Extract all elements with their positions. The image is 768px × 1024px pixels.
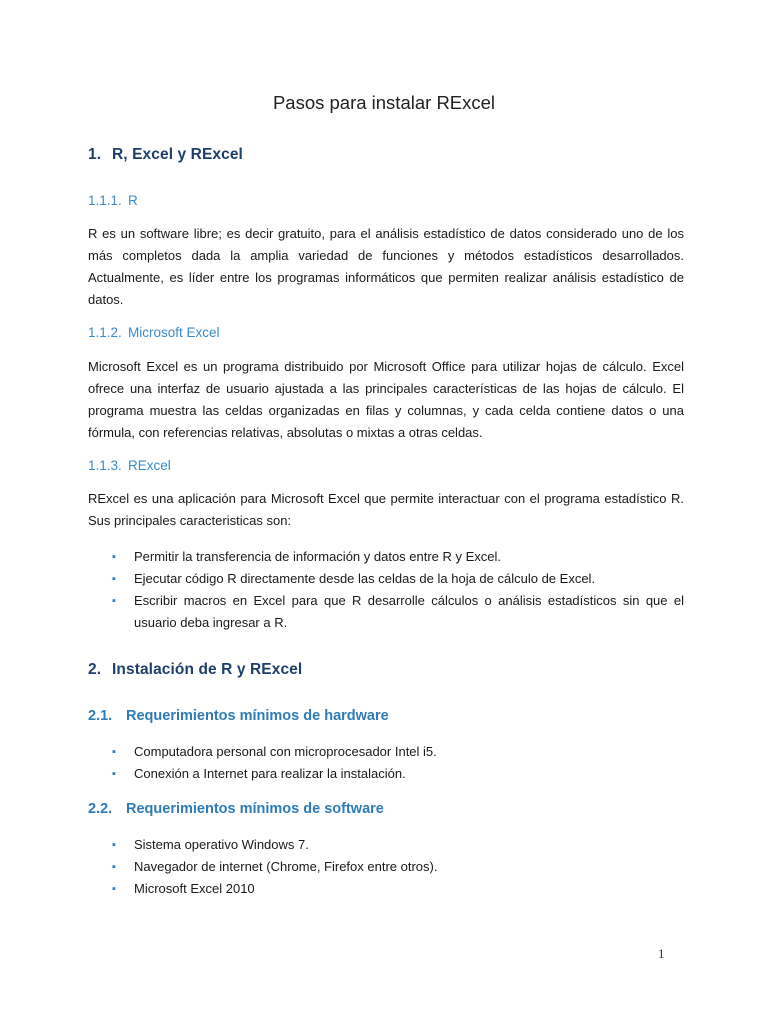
subsection-2-2-title: Requerimientos mínimos de software <box>126 801 384 817</box>
bullet-icon: ▪ <box>112 883 116 895</box>
section-1-number: 1. <box>88 146 102 163</box>
subsection-2-1-heading <box>88 708 389 724</box>
hardware-requirements-list <box>88 741 684 785</box>
list-item: ▪ Navegador de internet (Chrome, Firefox entre otros). <box>88 856 684 878</box>
bullet-icon: ▪ <box>112 839 116 851</box>
list-item: ▪ Ejecutar código R directamente desde las celdas de la hoja de cálculo de Excel. <box>88 568 684 590</box>
list-item: ▪ Sistema operativo Windows 7. <box>88 834 684 856</box>
software-requirements-list <box>88 834 684 900</box>
list-item: ▪ Computadora personal con microprocesador Intel i5. <box>88 741 684 763</box>
bullet-icon: ▪ <box>112 595 116 607</box>
subsection-1-1-1-title: R <box>128 193 138 208</box>
subsection-1-1-3-number: 1.1.3. <box>88 458 122 473</box>
subsection-2-1-title: Requerimientos mínimos de hardware <box>126 708 389 724</box>
paragraph-r: R es un software libre; es decir gratuito, para el análisis estadístico de datos considerado uno de los más completos dada la amplia variedad de funciones y métodos estadísticos desarrollados. Actualmente, es líder entre los programas informáticos que permiten realizar análisis estadístico de datos. <box>88 226 684 307</box>
section-2-heading <box>88 661 302 679</box>
subsection-1-1-3-title: RExcel <box>128 458 171 473</box>
paragraph-rexcel: RExcel es una aplicación para Microsoft Excel que permite interactuar con el programa estadístico R. Sus principales caracteristicas son: <box>88 491 684 528</box>
subsection-1-1-2-number: 1.1.2. <box>88 325 122 340</box>
subsection-2-2-heading <box>88 801 384 817</box>
section-1-heading <box>88 146 243 164</box>
subsection-1-1-3-heading <box>88 458 171 473</box>
list-item: ▪ Microsoft Excel 2010 <box>88 878 684 900</box>
subsection-1-1-1-number: 1.1.1. <box>88 193 122 208</box>
section-2-title: Instalación de R y RExcel <box>112 661 303 678</box>
subsection-1-1-1-heading <box>88 193 138 208</box>
list-item: ▪ Conexión a Internet para realizar la instalación. <box>88 763 684 785</box>
paragraph-microsoft-excel: Microsoft Excel es un programa distribuido por Microsoft Office para utilizar hojas de cálculo. Excel ofrece una interfaz de usuario ajustada a las principales características de las hojas de cálculo. El programa muestra las celdas organizadas en filas y columnas, y cada celda contiene datos o una fórmula, con referencias relativas, absolutas o mixtas a otras celdas. <box>88 359 684 440</box>
section-2-number: 2. <box>88 661 102 678</box>
rexcel-features-list <box>88 546 684 634</box>
subsection-1-1-2-title: Microsoft Excel <box>128 325 220 340</box>
subsection-1-1-2-heading <box>88 325 220 340</box>
subsection-2-1-number: 2.1. <box>88 708 113 724</box>
bullet-icon: ▪ <box>112 861 116 873</box>
list-item: ▪ Permitir la transferencia de información y datos entre R y Excel. <box>88 546 684 568</box>
section-1-title: R, Excel y RExcel <box>112 146 243 163</box>
bullet-icon: ▪ <box>112 573 116 585</box>
bullet-icon: ▪ <box>112 768 116 780</box>
document-title: Pasos para instalar RExcel <box>272 92 496 113</box>
page-number: 1 <box>658 946 665 961</box>
bullet-icon: ▪ <box>112 746 116 758</box>
bullet-icon: ▪ <box>112 551 116 563</box>
subsection-2-2-number: 2.2. <box>88 801 113 817</box>
list-item: ▪ Escribir macros en Excel para que R desarrolle cálculos o análisis estadísticos sin que el usuario deba ingresar a R. <box>88 590 684 634</box>
